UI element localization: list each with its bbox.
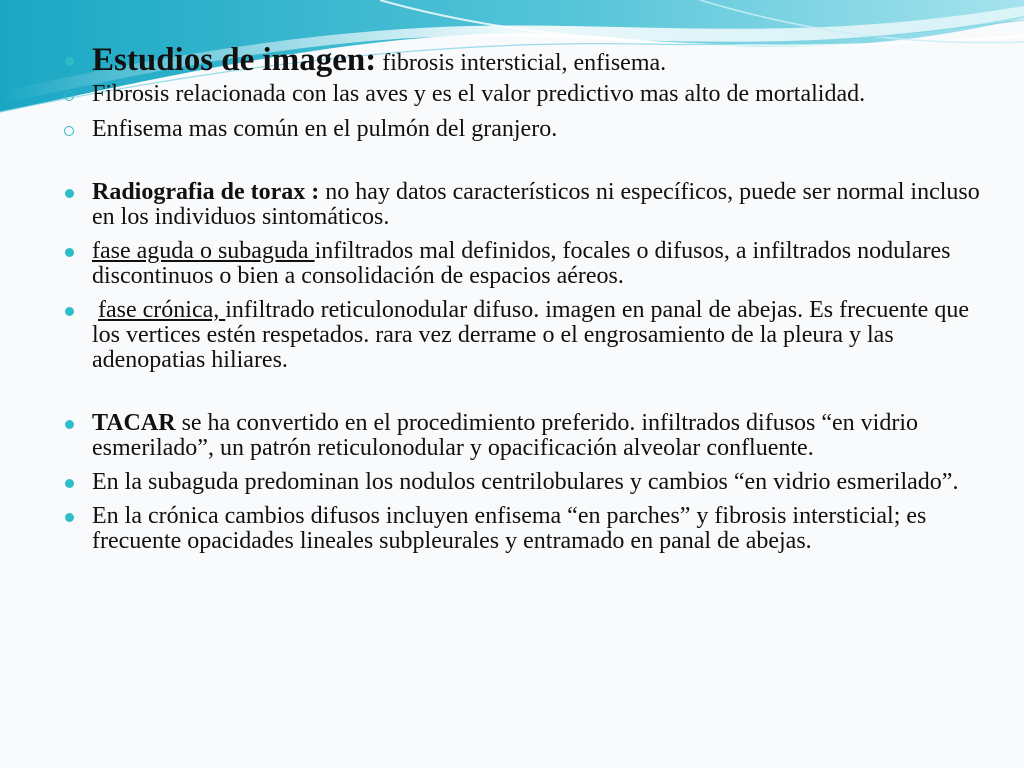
bullet-text: infiltrados mal definidos, focales o difusos, a infiltrados nodulares discontinuos o bien a consolidación de espacios aéreos.	[92, 238, 951, 289]
sub-bullet-enfisema-granjero	[62, 117, 982, 142]
bullet-text: Enfisema mas común en el pulmón del granjero.	[92, 116, 558, 142]
bullet-dot-icon	[65, 189, 74, 198]
bullet-text: fibrosis intersticial, enfisema.	[376, 50, 667, 76]
bullet-fase-aguda	[62, 239, 982, 289]
bullet-list	[62, 42, 982, 554]
bullet-heading: Radiografia de torax :	[92, 179, 320, 205]
bullet-tacar	[62, 411, 982, 461]
bullet-dot-icon	[65, 479, 74, 488]
bullet-heading: Estudios de imagen:	[92, 42, 377, 78]
bullet-ring-icon	[64, 91, 74, 101]
bullet-dot-icon	[65, 420, 74, 429]
bullet-subaguda	[62, 470, 982, 495]
bullet-text: se ha convertido en el procedimiento preferido. infiltrados difusos “en vidrio esmerilado”, un patrón reticulonodular y opacificación alveolar confluente.	[92, 410, 919, 461]
bullet-estudios-de-imagen	[62, 42, 982, 78]
bullet-underlined-term: fase crónica,	[98, 297, 226, 323]
bullet-dot-icon	[65, 513, 74, 522]
bullet-text: Fibrosis relacionada con las aves y es el valor predictivo mas alto de mortalidad.	[92, 81, 866, 107]
bullet-text: infiltrado reticulonodular difuso. imagen en panal de abejas. Es frecuente que los vertices estén respetados. rara vez derrame o el engrosamiento de la pleura y las adenopatias hiliares.	[92, 297, 969, 373]
bullet-ring-icon	[64, 126, 74, 136]
bullet-dot-icon	[65, 307, 74, 316]
bullet-text: no hay datos característicos ni específicos, puede ser normal incluso en los individuos sintomáticos.	[92, 179, 980, 230]
bullet-radiografia-torax	[62, 180, 982, 230]
sub-bullet-fibrosis-aves	[62, 82, 982, 107]
bullet-dot-icon	[65, 57, 74, 66]
bullet-fase-cronica	[62, 298, 982, 373]
bullet-dot-icon	[65, 248, 74, 257]
bullet-text: En la crónica cambios difusos incluyen enfisema “en parches” y fibrosis intersticial; es frecuente opacidades lineales subpleurales y entramado en panal de abejas.	[92, 503, 927, 554]
bullet-text: En la subaguda predominan los nodulos centrilobulares y cambios “en vidrio esmerilado”.	[92, 469, 959, 495]
bullet-underlined-term: fase aguda o subaguda	[92, 238, 315, 264]
bullet-heading: TACAR	[92, 410, 176, 436]
bullet-cronica	[62, 504, 982, 554]
